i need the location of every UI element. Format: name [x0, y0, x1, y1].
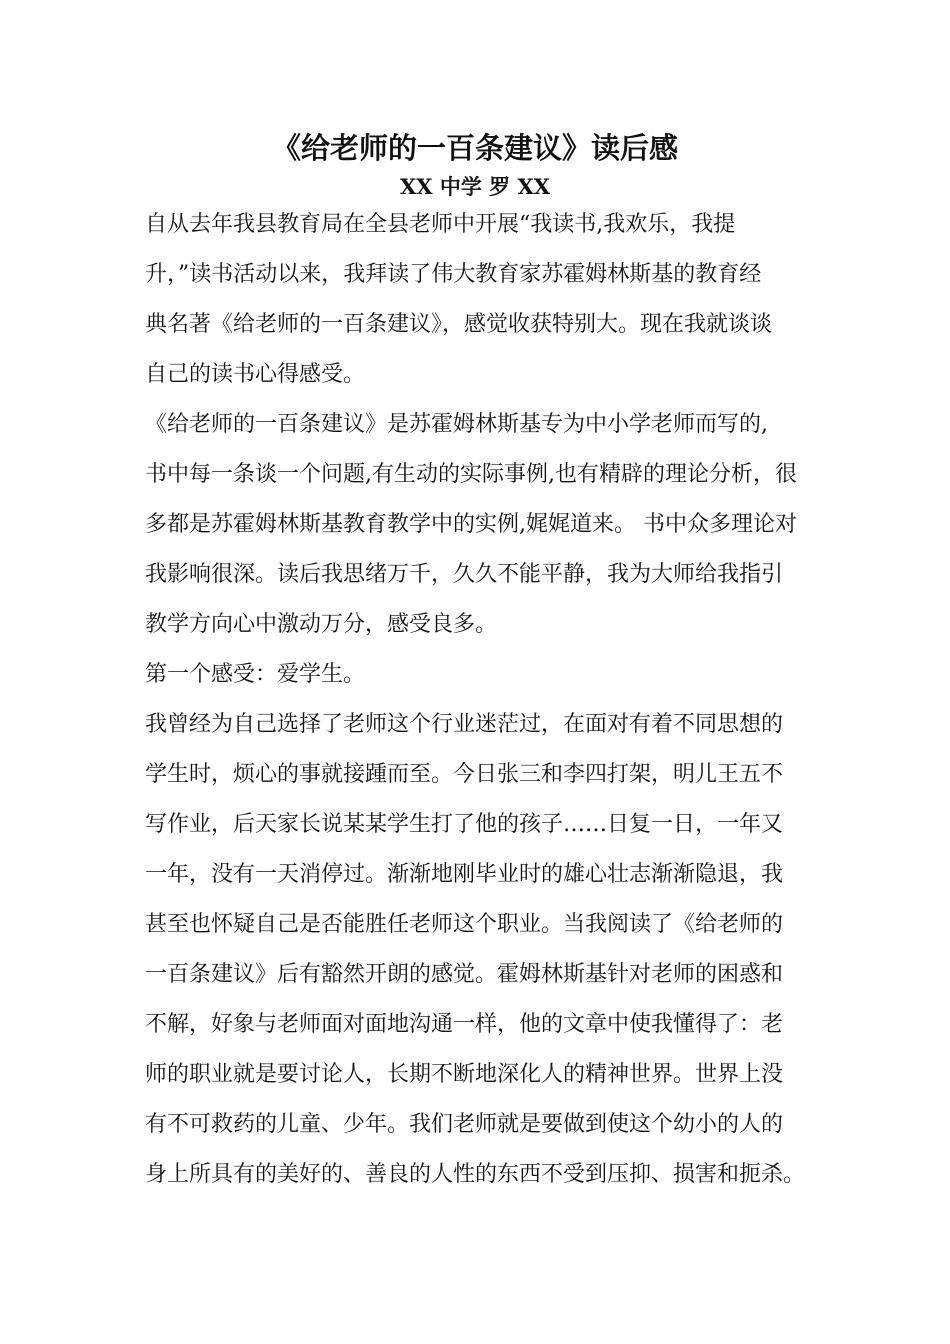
body-line: 多都是苏霍姆林斯基教育教学中的实例,娓娓道来。 书中众多理论对 [145, 512, 797, 537]
body-line: 升，”读书活动以来，我拜读了伟大教育家苏霍姆林斯基的教育经 [145, 262, 762, 287]
body-line: 有不可救药的儿童、少年。我们老师就是要做到使这个幼小的人的 [145, 1112, 784, 1137]
body-line: 自从去年我县教育局在全县老师中开展“我读书,我欢乐，我提 [145, 212, 736, 237]
body-line: 第一个感受：爱学生。 [145, 662, 366, 687]
body-line: 《给老师的一百条建议》是苏霍姆林斯基专为中小学老师而写的, [145, 412, 768, 437]
body-line: 学生时，烦心的事就接踵而至。今日张三和李四打架，明儿王五不 [145, 762, 784, 787]
body-line: 我影响很深。读后我思绪万千，久久不能平静，我为大师给我指引 [145, 562, 784, 587]
body-line: 师的职业就是要讨论人，长期不断地深化人的精神世界。世界上没 [145, 1062, 784, 1087]
document-title: 《给老师的一百条建议》读后感 [271, 131, 678, 165]
body-line: 典名著《给老师的一百条建议》，感觉收获特别大。现在我就谈谈 [145, 312, 773, 337]
body-line: 一百条建议》后有豁然开朗的感觉。霍姆林斯基针对老师的困惑和 [145, 962, 784, 987]
body-line: 自己的读书心得感受。 [145, 362, 366, 387]
body-line: 甚至也怀疑自己是否能胜任老师这个职业。当我阅读了《给老师的 [145, 912, 784, 937]
body-line: 教学方向心中激动万分，感受良多。 [145, 612, 498, 637]
document-body [145, 206, 815, 1206]
body-line: 书中每一条谈一个问题,有生动的实际事例,也有精辟的理论分析，很 [145, 462, 797, 487]
body-line: 不解，好象与老师面对面地沟通一样，他的文章中使我懂得了：老 [145, 1012, 784, 1037]
body-line: 写作业，后天家长说某某学生打了他的孩子……日复一日，一年又 [145, 812, 784, 837]
body-line: 我曾经为自己选择了老师这个行业迷茫过，在面对有着不同思想的 [145, 712, 784, 737]
body-line: 身上所具有的美好的、善良的人性的东西不受到压抑、损害和扼杀。 [145, 1162, 806, 1187]
document-byline: XX 中学 罗 XX [399, 174, 551, 199]
body-line: 一年，没有一天消停过。渐渐地刚毕业时的雄心壮志渐渐隐退，我 [145, 862, 784, 887]
